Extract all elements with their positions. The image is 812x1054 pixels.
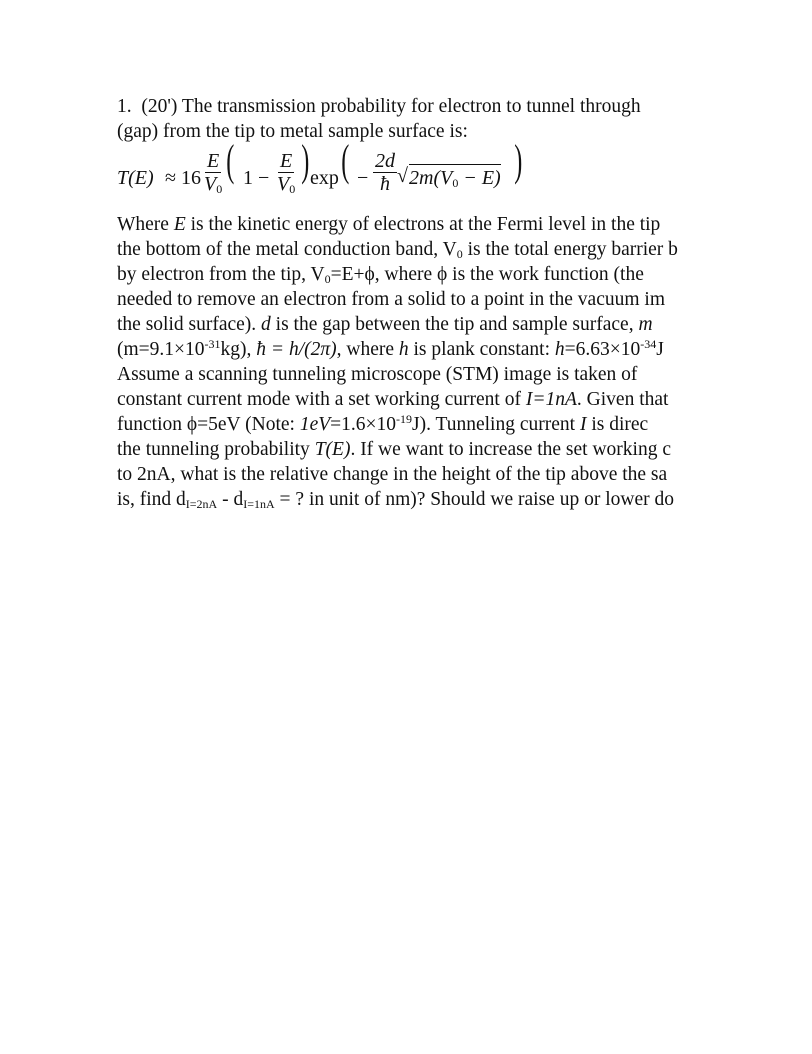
content-area <box>117 94 742 534</box>
paren-open: ( <box>341 136 350 185</box>
problem-line-1 <box>117 94 742 119</box>
para1-line-4: needed to remove an electron from a solid to a point in the vacuum im <box>117 289 665 310</box>
formula-frac-2d-hbar: $\frac{2d}{ħ}$ <box>375 150 395 195</box>
para1-line-1: Where E is the kinetic energy of electrons at the Fermi level in the tip <box>117 214 661 235</box>
formula-minus: − <box>357 167 369 189</box>
sqrt-sign: √ <box>397 165 408 187</box>
paren-open: ( <box>226 136 235 185</box>
para2-line-6: is, find $d_{I=2nA} - d_{I=1nA}$ = ? in unit of nm)? Should we raise up or lower do <box>117 489 674 511</box>
formula-frac-e-v0: $\frac{E}{V_0}$ <box>204 150 223 196</box>
para2-line-4: the tunneling probability T(E). If we want to increase the set working c <box>117 439 671 460</box>
para1-line-3: by electron from the tip, $V_0=E+\phi$, where ϕ is the work function (the <box>117 264 644 286</box>
problem-text: The transmission probability for electron to tunnel through <box>181 96 641 117</box>
problem-line-2 <box>117 119 742 144</box>
formula-sqrt: $2m(V_0 - E)$ <box>409 164 501 191</box>
para2-line-2: constant current mode with a set working current of I=1nA. Given that <box>117 389 669 410</box>
formula-exp: exp <box>310 167 339 189</box>
formula-frac-e-v0: $\frac{E}{V_0}$ <box>277 150 296 196</box>
paren-close: ) <box>514 136 523 185</box>
formula-approx: ≈ 16 <box>165 167 201 189</box>
para1-line-5: the solid surface). d is the gap between the tip and sample surface, m <box>117 314 653 335</box>
para1-line-6: $(m=9.1\times 10^{-31}kg)$, ħ = h/(2π), where h is plank constant: $h=6.63\times 10^{-34}J$ <box>117 337 664 360</box>
formula-lhs: T(E) <box>117 167 154 189</box>
para2-line-1: Assume a scanning tunneling microscope (STM) image is taken of <box>117 364 638 385</box>
para2-line-3: function ϕ=5eV (Note: $1eV=1.6\times 10^{-19}J$). Tunneling current I is direc <box>117 412 649 435</box>
transmission-formula <box>117 136 742 208</box>
para2-line-5: to 2nA, what is the relative change in the height of the tip above the sa <box>117 464 668 485</box>
problem-number: 1. <box>117 96 132 117</box>
problem-points: (20') <box>141 96 178 117</box>
problem-text: (gap) from the tip to metal sample surface is: <box>117 121 468 142</box>
formula-one-minus: 1 − <box>243 167 270 189</box>
paren-close: ) <box>301 136 310 185</box>
para1-line-2: the bottom of the metal conduction band, $V_0$ is the total energy barrier b <box>117 239 678 261</box>
